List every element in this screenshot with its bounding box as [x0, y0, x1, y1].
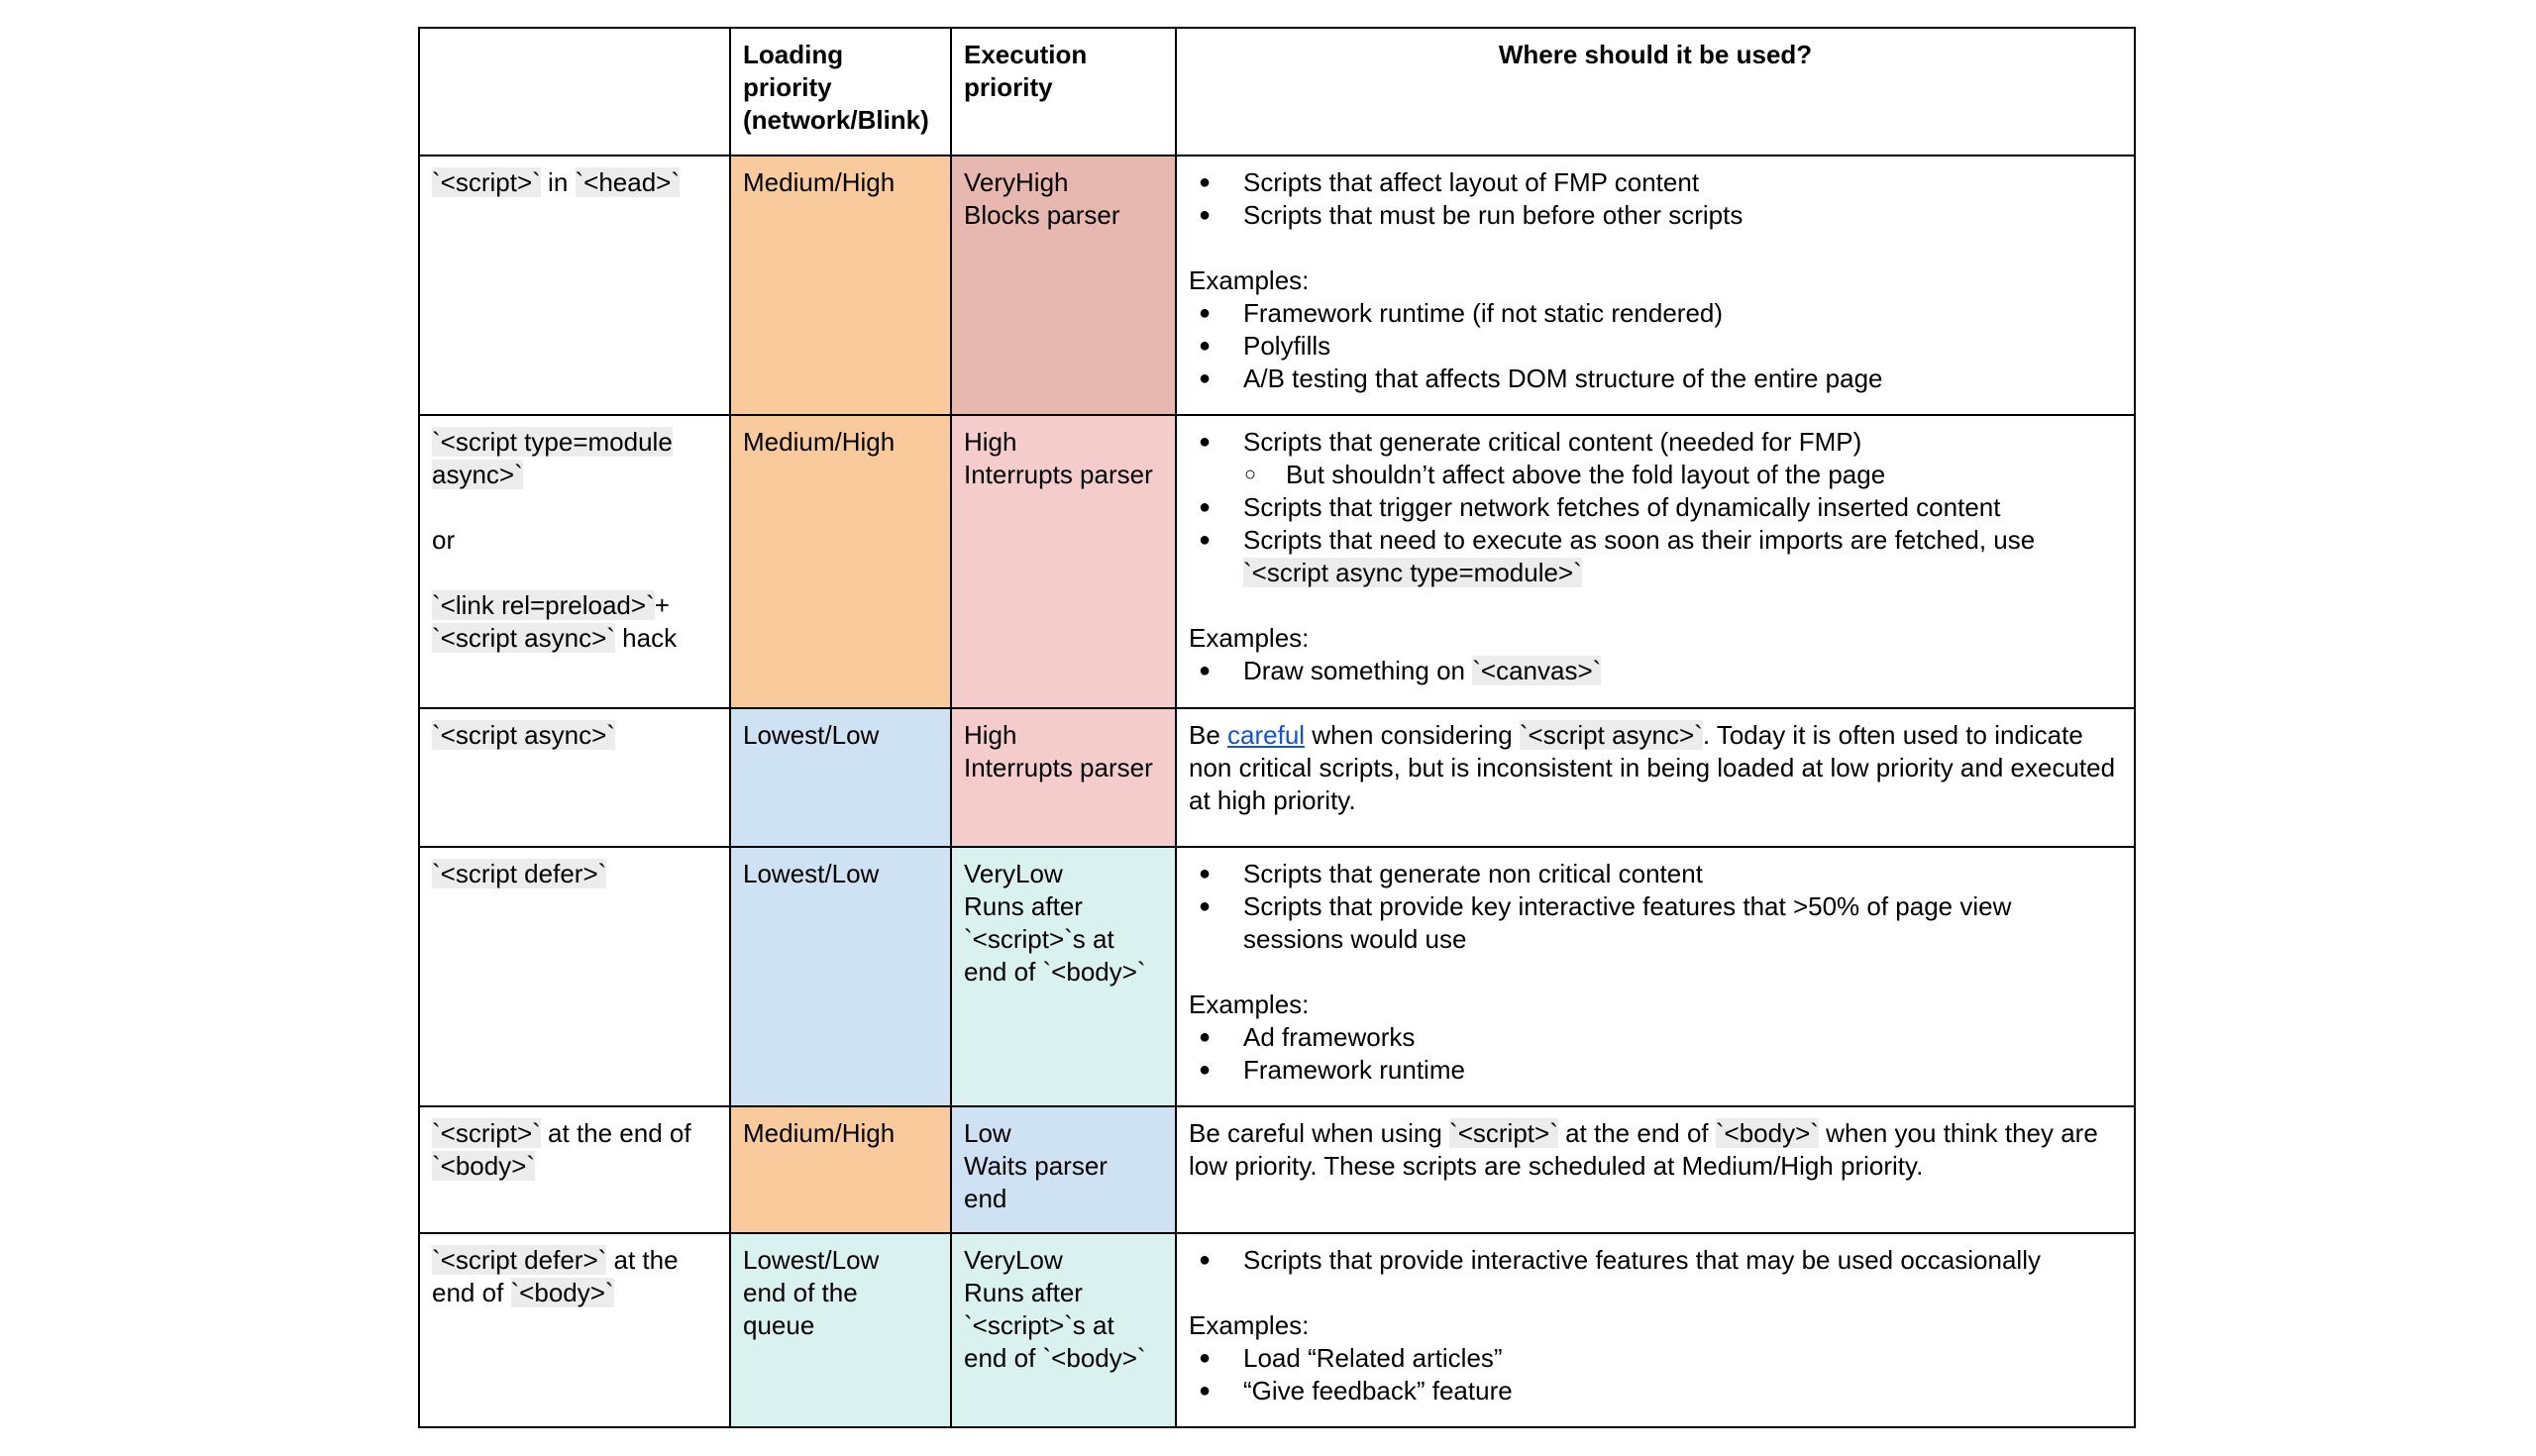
code-snippet: `<head>`: [575, 167, 681, 197]
code-snippet: `<script defer>`: [432, 1245, 607, 1275]
table-row: [419, 415, 2135, 708]
exec-line: end: [964, 1184, 1007, 1213]
loading-line: queue: [743, 1310, 815, 1340]
loading-priority-cell: Medium/High: [730, 415, 951, 708]
examples-list: [1189, 1021, 2122, 1087]
loading-priority-cell: Medium/High: [730, 156, 951, 415]
loading-priority-cell: Medium/High: [730, 1106, 951, 1233]
loading-line: end of the: [743, 1278, 858, 1307]
list-item: ● Draw something on `<canvas>`: [1189, 655, 2122, 687]
cell-text: hack: [614, 623, 678, 653]
exec-line: Runs after: [964, 1278, 1083, 1307]
exec-line: end of `<body>`: [964, 957, 1146, 987]
script-type-cell: [419, 1233, 730, 1427]
code-snippet: `<body>`: [432, 1151, 536, 1181]
script-type-cell: [419, 1106, 730, 1233]
exec-line: VeryLow: [964, 1245, 1063, 1275]
usage-list: [1189, 1244, 2122, 1277]
document-page: [418, 27, 2136, 1428]
execution-priority-cell: [951, 1106, 1176, 1233]
usage-list: [1189, 166, 2122, 232]
code-snippet: `<canvas>`: [1472, 656, 1602, 685]
careful-link[interactable]: careful: [1227, 720, 1306, 750]
list-item: ● Ad frameworks: [1189, 1021, 2122, 1054]
examples-label: Examples:: [1189, 265, 1310, 295]
cell-text: or: [432, 525, 456, 555]
exec-line: `<script>`s at: [964, 1310, 1114, 1340]
code-snippet: `<body>`: [1715, 1118, 1819, 1148]
code-snippet: `<script async>`: [432, 623, 615, 653]
examples-label: Examples:: [1189, 623, 1310, 653]
exec-line: Interrupts parser: [964, 753, 1153, 782]
header-row: [419, 28, 2135, 156]
exec-line: High: [964, 720, 1017, 750]
examples-list: [1189, 655, 2122, 687]
code-snippet: `<script>`: [1449, 1118, 1558, 1148]
exec-line: Interrupts parser: [964, 460, 1153, 489]
execution-priority-cell: [951, 847, 1176, 1106]
exec-line: Blocks parser: [964, 200, 1120, 230]
exec-line: High: [964, 427, 1017, 457]
header-execution-priority: Execution priority: [951, 28, 1176, 156]
table-row: [419, 1233, 2135, 1427]
sub-list: [1189, 459, 2122, 491]
cell-text: in: [540, 167, 576, 197]
examples-label: Examples:: [1189, 989, 1310, 1019]
list-item: ● Scripts that generate critical content (needed for FMP) ○ But shouldn’t affect above the fold layout of the page: [1189, 426, 2122, 491]
usage-cell: [1176, 156, 2135, 415]
script-type-cell: [419, 415, 730, 708]
execution-priority-cell: [951, 156, 1176, 415]
table-row: [419, 847, 2135, 1106]
cell-text: at the end of: [540, 1118, 691, 1148]
examples-list: [1189, 1342, 2122, 1407]
exec-line: VeryHigh: [964, 167, 1069, 197]
list-item: ● Scripts that provide interactive features that may be used occasionally: [1189, 1244, 2122, 1277]
usage-cell: Be careful when considering `<script async>`. Today it is often used to indicate non critical scripts, but is inconsistent in being loaded at low priority and executed at high priority.: [1176, 708, 2135, 847]
exec-line: `<script>`s at: [964, 924, 1114, 954]
list-item: ● “Give feedback” feature: [1189, 1375, 2122, 1407]
script-priority-table: [418, 27, 2136, 1428]
usage-list: [1189, 426, 2122, 589]
execution-priority-cell: [951, 415, 1176, 708]
usage-list: [1189, 858, 2122, 956]
cell-text: at the: [606, 1245, 679, 1275]
list-item: ● Scripts that generate non critical content: [1189, 858, 2122, 890]
list-item: ● Scripts that provide key interactive features that >50% of page view sessions would use: [1189, 890, 2122, 956]
script-type-cell: [419, 847, 730, 1106]
code-snippet: `<script defer>`: [432, 859, 607, 888]
usage-cell: [1176, 415, 2135, 708]
usage-cell: Be careful when using `<script>` at the end of `<body>` when you think they are low priority. These scripts are scheduled at Medium/High priority.: [1176, 1106, 2135, 1233]
cell-text: end of: [432, 1278, 511, 1307]
exec-line: Waits parser: [964, 1151, 1108, 1181]
list-item: ● Load “Related articles”: [1189, 1342, 2122, 1375]
header-where-used: Where should it be used?: [1176, 28, 2135, 156]
cell-text: +: [654, 590, 670, 620]
code-snippet: `<script type=module: [432, 427, 673, 457]
script-type-cell: [419, 708, 730, 847]
list-item: ● Scripts that affect layout of FMP content: [1189, 166, 2122, 199]
list-item: ● Scripts that trigger network fetches of dynamically inserted content: [1189, 491, 2122, 524]
exec-line: end of `<body>`: [964, 1343, 1146, 1373]
table-row: [419, 1106, 2135, 1233]
execution-priority-cell: [951, 1233, 1176, 1427]
code-snippet: `<script>`: [432, 167, 541, 197]
sub-list-item: ○ But shouldn’t affect above the fold layout of the page: [1189, 459, 2122, 491]
table-row: [419, 156, 2135, 415]
execution-priority-cell: [951, 708, 1176, 847]
code-snippet: `<link rel=preload>`: [432, 590, 655, 620]
code-snippet: `<body>`: [510, 1278, 614, 1307]
list-item: ● Framework runtime (if not static rendered): [1189, 297, 2122, 330]
exec-line: Runs after: [964, 891, 1083, 921]
examples-list: [1189, 297, 2122, 395]
usage-cell: [1176, 847, 2135, 1106]
code-snippet: `<script>`: [432, 1118, 541, 1148]
code-snippet: `<script async type=module>`: [1243, 558, 1582, 587]
exec-line: VeryLow: [964, 859, 1063, 888]
list-item: ● A/B testing that affects DOM structure of the entire page: [1189, 363, 2122, 395]
list-item: ● Scripts that need to execute as soon as their imports are fetched, use `<script async type=module>`: [1189, 524, 2122, 589]
loading-priority-cell: Lowest/Low: [730, 708, 951, 847]
loading-priority-cell: [730, 1233, 951, 1427]
header-loading-priority: Loading priority (network/Blink): [730, 28, 951, 156]
header-empty-cell: [419, 28, 730, 156]
exec-line: Low: [964, 1118, 1011, 1148]
list-item: ● Framework runtime: [1189, 1054, 2122, 1087]
code-snippet: async>`: [432, 460, 523, 489]
list-item: ● Scripts that must be run before other scripts: [1189, 199, 2122, 232]
examples-label: Examples:: [1189, 1310, 1310, 1340]
usage-cell: [1176, 1233, 2135, 1427]
loading-priority-cell: Lowest/Low: [730, 847, 951, 1106]
code-snippet: `<script async>`: [432, 720, 615, 750]
loading-line: Lowest/Low: [743, 1245, 880, 1275]
code-snippet: `<script async>`: [1519, 720, 1703, 750]
list-item: ● Polyfills: [1189, 330, 2122, 363]
script-type-cell: [419, 156, 730, 415]
table-row: [419, 708, 2135, 847]
